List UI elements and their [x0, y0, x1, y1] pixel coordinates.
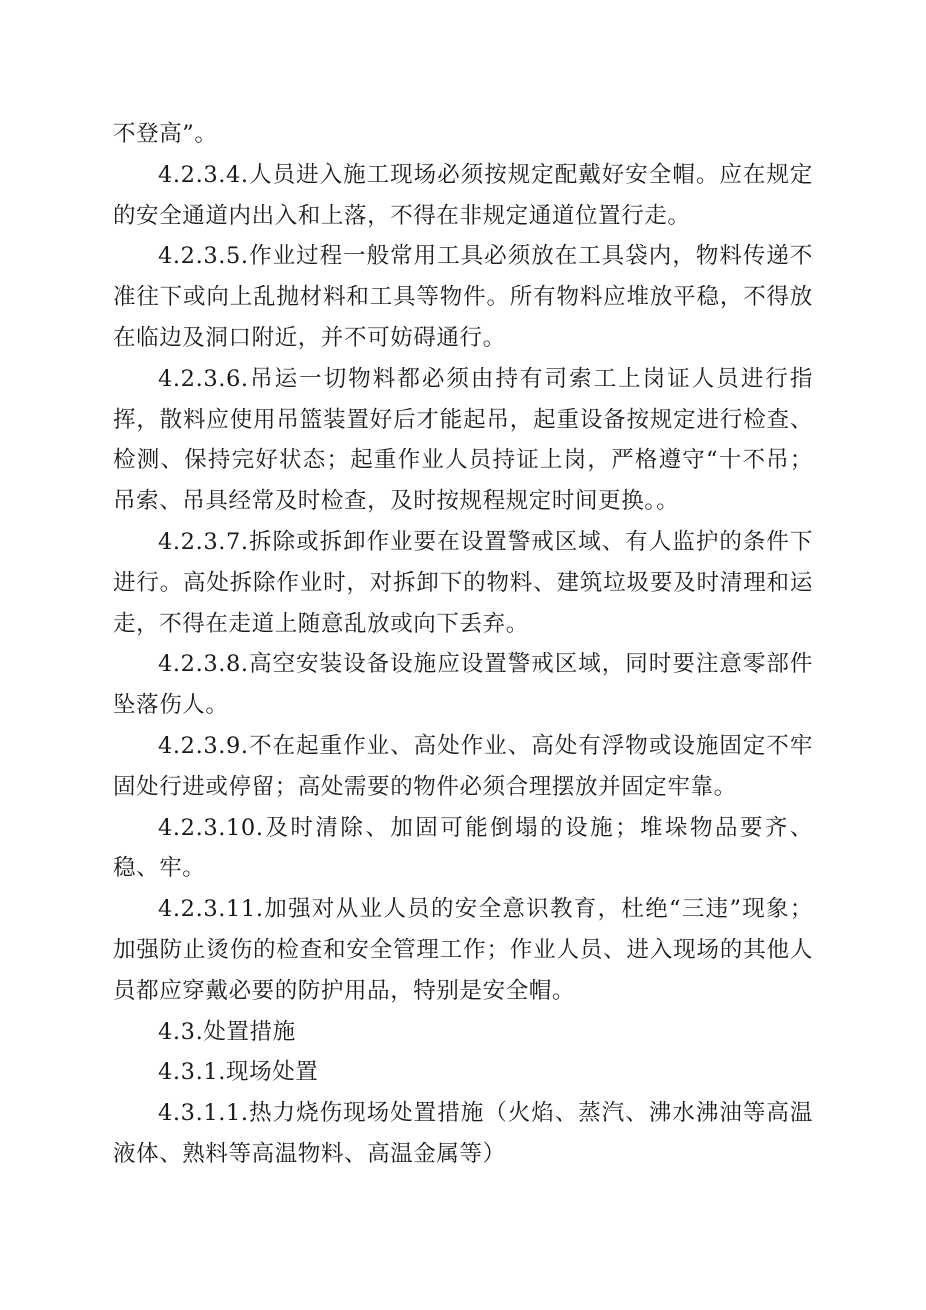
paragraph-4-2-3-6: 4.2.3.6.吊运一切物料都必须由持有司索工上岗证人员进行指挥，散料应使用吊篮装置好后才能起吊，起重设备按规定进行检查、检测、保持完好状态；起重作业人员持证上岗，严格遵守“十不吊；吊索、吊具经常及时检查，及时按规程规定时间更换。。	[113, 365, 813, 515]
section-heading-4-3-1: 4.3.1.现场处置	[158, 1059, 319, 1086]
document-page	[113, 114, 813, 1175]
paragraph-4-2-3-8: 4.2.3.8.高空安装设备设施应设置警戒区域，同时要注意零部件坠落伤人。	[113, 651, 813, 719]
paragraph-4-2-3-11: 4.2.3.11.加强对从业人员的安全意识教育，杜绝“三违”现象；加强防止烫伤的检查和安全管理工作；作业人员、进入现场的其他人员都应穿戴必要的防护用品，特别是安全帽。	[113, 896, 813, 1004]
paragraph-4-2-3-5: 4.2.3.5.作业过程一般常用工具必须放在工具袋内，物料传递不准往下或向上乱抛材料和工具等物件。所有物料应堆放平稳，不得放在临边及洞口附近，并不可妨碍通行。	[113, 243, 813, 351]
paragraph-4-2-3-7: 4.2.3.7.拆除或拆卸作业要在设置警戒区域、有人监护的条件下进行。高处拆除作业时，对拆卸下的物料、建筑垃圾要及时清理和运走，不得在走道上随意乱放或向下丢弃。	[113, 528, 813, 637]
paragraph-4-2-3-10: 4.2.3.10.及时清除、加固可能倒塌的设施；堆垛物品要齐、稳、牢。	[113, 814, 813, 882]
paragraph-continuation: 不登高”。	[113, 121, 218, 147]
section-heading-4-3: 4.3.处置措施	[158, 1018, 296, 1045]
paragraph-4-2-3-9: 4.2.3.9.不在起重作业、高处作业、高处有浮物或设施固定不牢固处行进或停留；高处需要的物件必须合理摆放并固定牢靠。	[113, 732, 813, 800]
paragraph-4-2-3-4: 4.2.3.4.人员进入施工现场必须按规定配戴好安全帽。应在规定的安全通道内出入和上落，不得在非规定通道位置行走。	[113, 161, 813, 229]
paragraph-4-3-1-1: 4.3.1.1.热力烧伤现场处置措施（火焰、蒸汽、沸水沸油等高温液体、熟料等高温物料、高温金属等）	[113, 1100, 813, 1167]
